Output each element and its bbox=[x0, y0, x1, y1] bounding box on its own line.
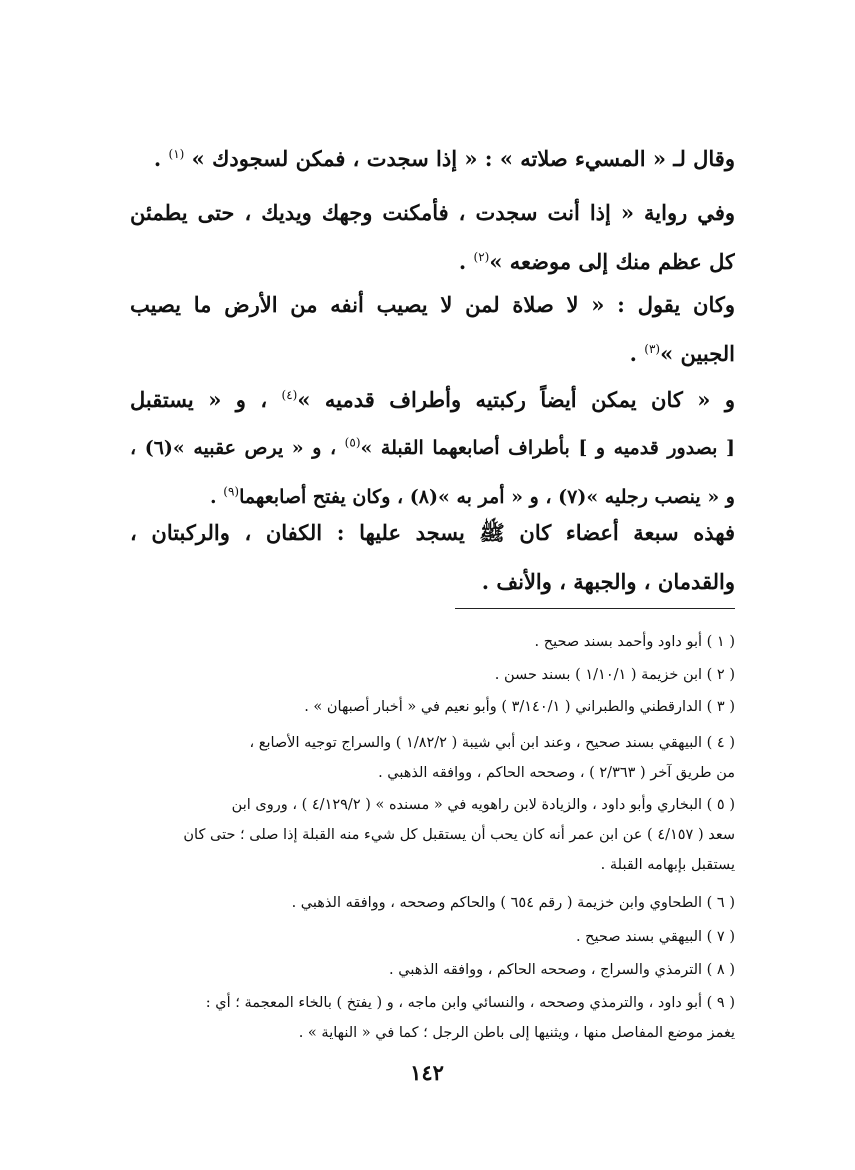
paragraph-3 bbox=[130, 280, 735, 378]
footnote-line: يغمز موضع المفاصل منها ، ويثنيها إلى باطن الرجل ؛ كما في « النهاية » . bbox=[298, 1025, 735, 1041]
paragraph-line bbox=[130, 424, 735, 473]
line-tail: . bbox=[210, 486, 224, 508]
footnote-marker[interactable]: (٢) bbox=[473, 250, 490, 264]
line-tail: . bbox=[153, 146, 169, 171]
footnote-line: ( ٥ ) البخاري وأبو داود ، والزيادة لابن راهويه في « مسنده » ( ٤/١٢٩/٢ ) ، وروى ابن bbox=[231, 797, 735, 813]
footnote-line: يستقبل بإبهامه القبلة . bbox=[600, 857, 735, 873]
footnote-8 bbox=[130, 955, 735, 985]
paragraph-line bbox=[130, 237, 735, 286]
footnote-line: ( ٤ ) البيهقي بسند صحيح ، وعند ابن أبي شيبة ( ١/٨٢/٢ ) والسراج توجيه الأصابع ، bbox=[249, 735, 735, 751]
footnote-line: ( ٧ ) البيهقي بسند صحيح . bbox=[575, 929, 735, 945]
paragraph-line bbox=[130, 280, 735, 329]
line-tail: . bbox=[629, 341, 645, 366]
footnote-separator bbox=[455, 608, 735, 609]
line-text: وكان يقول : « لا صلاة لمن لا يصيب أنفه من الأرض ما يصيب bbox=[130, 292, 735, 317]
footnote-line: ( ٨ ) الترمذي والسراج ، وصححه الحاكم ، ووافقه الذهبي . bbox=[389, 962, 735, 978]
paragraph-line bbox=[130, 329, 735, 378]
footnote-6 bbox=[130, 888, 735, 918]
footnote-line: ( ٦ ) الطحاوي وابن خزيمة ( رقم ٦٥٤ ) والحاكم وصححه ، ووافقه الذهبي . bbox=[291, 895, 735, 911]
footnote-marker[interactable]: (١) bbox=[168, 147, 185, 161]
footnote-1 bbox=[130, 627, 735, 657]
footnote-marker[interactable]: (٥) bbox=[344, 435, 361, 450]
footnote-line: ( ١ ) أبو داود وأحمد بسند صحيح . bbox=[534, 634, 735, 650]
paragraph-line bbox=[130, 134, 735, 183]
footnote-marker[interactable]: (٤) bbox=[281, 388, 298, 402]
line-text: وقال لـ « المسيء صلاته » : « إذا سجدت ، فمكن لسجودك » bbox=[184, 146, 735, 171]
line-text: والقدمان ، والجبهة ، والأنف . bbox=[481, 569, 735, 594]
footnote-line: من طريق آخر ( ٢/٣٦٣ ) ، وصححه الحاكم ، ووافقه الذهبي . bbox=[378, 765, 735, 781]
footnote-marker[interactable]: (٣) bbox=[644, 342, 661, 356]
footnote-line: ( ٢ ) ابن خزيمة ( ١/١٠/١ ) بسند حسن . bbox=[494, 667, 735, 683]
footnote-line: سعد ( ٤/١٥٧ ) عن ابن عمر أنه كان يحب أن يستقبل كل شيء منه القبلة إذا صلى ؛ حتى كان bbox=[183, 827, 735, 843]
paragraph-4 bbox=[130, 375, 735, 522]
paragraph-line bbox=[130, 508, 735, 557]
line-text: و « ينصب رجليه »(٧) ، و « أمر به »(٨) ، وكان يفتح أصابعهما bbox=[239, 486, 735, 508]
paragraph-line bbox=[130, 375, 735, 424]
paragraph-line bbox=[130, 557, 735, 606]
footnote-2 bbox=[130, 660, 735, 690]
line-text: كل عظم منك إلى موضعه » bbox=[489, 249, 735, 274]
footnote-9 bbox=[130, 988, 735, 1048]
footnote-4 bbox=[130, 728, 735, 788]
paragraph-1 bbox=[130, 134, 735, 183]
footnote-marker[interactable]: (٩) bbox=[223, 484, 240, 499]
line-text: فهذه سبعة أعضاء كان ﷺ يسجد عليها : الكفان ، والركبتان ، bbox=[130, 520, 735, 545]
line-tail: . bbox=[458, 249, 474, 274]
line-text: وفي رواية « إذا أنت سجدت ، فأمكنت وجهك ويديك ، حتى يطمئن bbox=[130, 200, 735, 225]
footnote-5 bbox=[130, 790, 735, 880]
paragraph-line bbox=[130, 188, 735, 237]
line-text: و « كان يمكن أيضاً ركبتيه وأطراف قدميه » bbox=[297, 387, 735, 412]
footnote-7 bbox=[130, 922, 735, 952]
line-tail: ، و « يستقبل bbox=[130, 387, 282, 412]
footnote-3 bbox=[130, 692, 735, 722]
line-text: [ بصدور قدميه و ] بأطراف أصابعهما القبلة » bbox=[360, 437, 735, 459]
footnote-line: ( ٩ ) أبو داود ، والترمذي وصححه ، والنسائي وابن ماجه ، و ( يفتخ ) بالخاء المعجمة ؛ أي : bbox=[205, 995, 735, 1011]
paragraph-5 bbox=[130, 508, 735, 606]
paragraph-2 bbox=[130, 188, 735, 286]
page-number: ١٤٢ bbox=[410, 1060, 444, 1085]
line-text: الجبين » bbox=[660, 341, 735, 366]
line-tail: ، و « يرص عقبيه »(٦) ، bbox=[130, 437, 345, 459]
footnote-line: ( ٣ ) الدارقطني والطبراني ( ٣/١٤٠/١ ) وأبو نعيم في « أخبار أصبهان » . bbox=[304, 699, 735, 715]
